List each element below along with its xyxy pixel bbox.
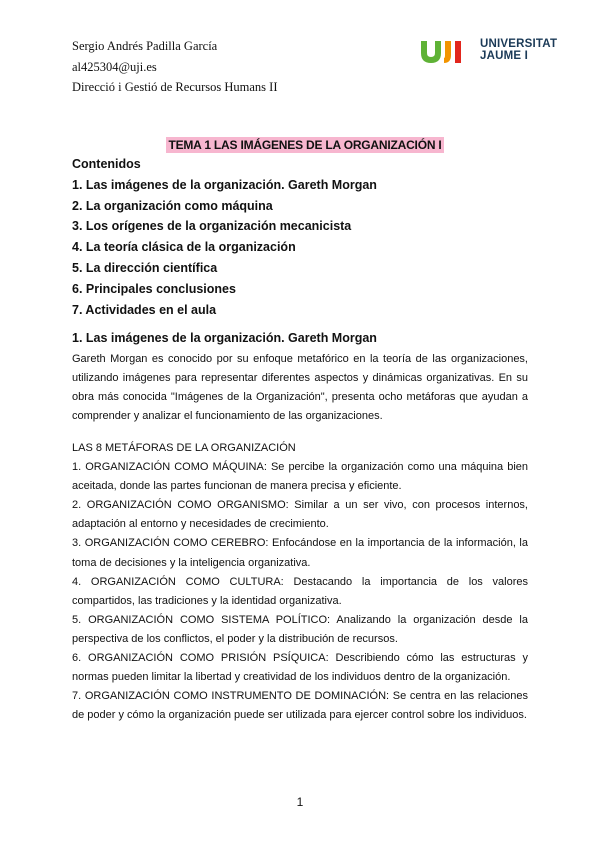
metaphors-list [72,439,528,725]
toc-item: 4. La teoría clásica de la organización [72,240,296,255]
metaphor-label: 3. ORGANIZACIÓN COMO CEREBRO: [72,537,269,550]
metaphor-text: Se percibe la organización como una máquina bien aceitada, donde las partes funcionan de manera precisa y eficiente. [72,461,528,493]
metaphor-label: 4. ORGANIZACIÓN COMO CULTURA: [72,575,284,588]
table-of-contents [72,154,377,320]
metaphor-item [72,611,528,649]
logo-letter-j [444,41,451,63]
toc-heading: Contenidos [72,157,141,171]
author-name: Sergio Andrés Padilla García [72,39,218,53]
metaphor-item [72,458,528,496]
metaphor-item [72,534,528,572]
metaphor-text: Describiendo cómo las estructuras y normas pueden limitar la libertad y creatividad de los individuos dentro de la organización. [72,652,529,684]
logo-letter-i [455,41,461,63]
document-title: TEMA 1 LAS IMÁGENES DE LA ORGANIZACIÓN I [168,138,442,152]
metaphor-label: 7. ORGANIZACIÓN COMO INSTRUMENTO DE DOMINACIÓN: [72,690,390,703]
toc-item: 3. Los orígenes de la organización mecanicista [72,219,352,234]
metaphor-label: 6. ORGANIZACIÓN COMO PRISIÓN PSÍQUICA: [72,652,329,665]
metaphor-item [72,573,528,611]
metaphor-item [72,649,528,687]
intro-paragraph: Gareth Morgan es conocido por su enfoque metafórico en la teoría de las organizaciones, utilizando imágenes para representar diferentes aspectos y dinámicas organizativas. En su obra más conocida "Imágenes de la Organización", presenta ocho metáforas que ayudan a comprender y analizar el funcionamiento de las organizaciones. [72,353,528,422]
toc-item: 7. Actividades en el aula [72,302,217,317]
toc-item: 2. La organización como máquina [72,198,273,213]
page-number: 1 [296,795,304,809]
metaphor-text: Similar a un ser vivo, con procesos internos, adaptación al entorno y necesidades de crecimiento. [72,499,528,531]
logo-letter-u [421,41,441,63]
toc-item: 5. La dirección científica [72,260,218,275]
metaphor-label: 2. ORGANIZACIÓN COMO ORGANISMO: [72,499,289,512]
logo-wordmark [480,38,557,62]
metaphor-label: 1. ORGANIZACIÓN COMO MÁQUINA: [72,461,267,474]
toc-item: 6. Principales conclusiones [72,281,236,296]
logo-text-line1: UNIVERSITAT [480,38,558,50]
metaphor-item [72,687,528,725]
course-name: Direcció i Gestió de Recursos Humans II [72,80,278,94]
metaphor-text: Analizando la organización desde la perspectiva de los conflictos, el poder y la distribución de recursos. [72,613,528,645]
metaphor-text: Destacando la importancia de los valores compartidos, las tradiciones y la identidad organizativa. [72,575,528,607]
header-info [72,36,278,98]
title-wrapper [0,136,600,154]
metaphor-label: 5. ORGANIZACIÓN COMO SISTEMA POLÍTICO: [72,613,331,626]
metaphor-text: Se centra en las relaciones de poder y cómo la organización puede ser utilizada para ejercer control sobre los individuos. [72,690,528,722]
logo-text-line2: JAUME I [480,50,529,62]
metaphor-text: Enfocándose en la importancia de la información, la toma de decisiones y la inteligencia organizativa. [72,537,528,569]
author-email: al425304@uji.es [72,59,157,74]
section-heading: 1. Las imágenes de la organización. Gareth Morgan [72,331,377,345]
metaphors-heading: LAS 8 METÁFORAS DE LA ORGANIZACIÓN [72,442,296,454]
metaphor-item [72,496,528,534]
toc-item: 1. Las imágenes de la organización. Gareth Morgan [72,177,377,192]
